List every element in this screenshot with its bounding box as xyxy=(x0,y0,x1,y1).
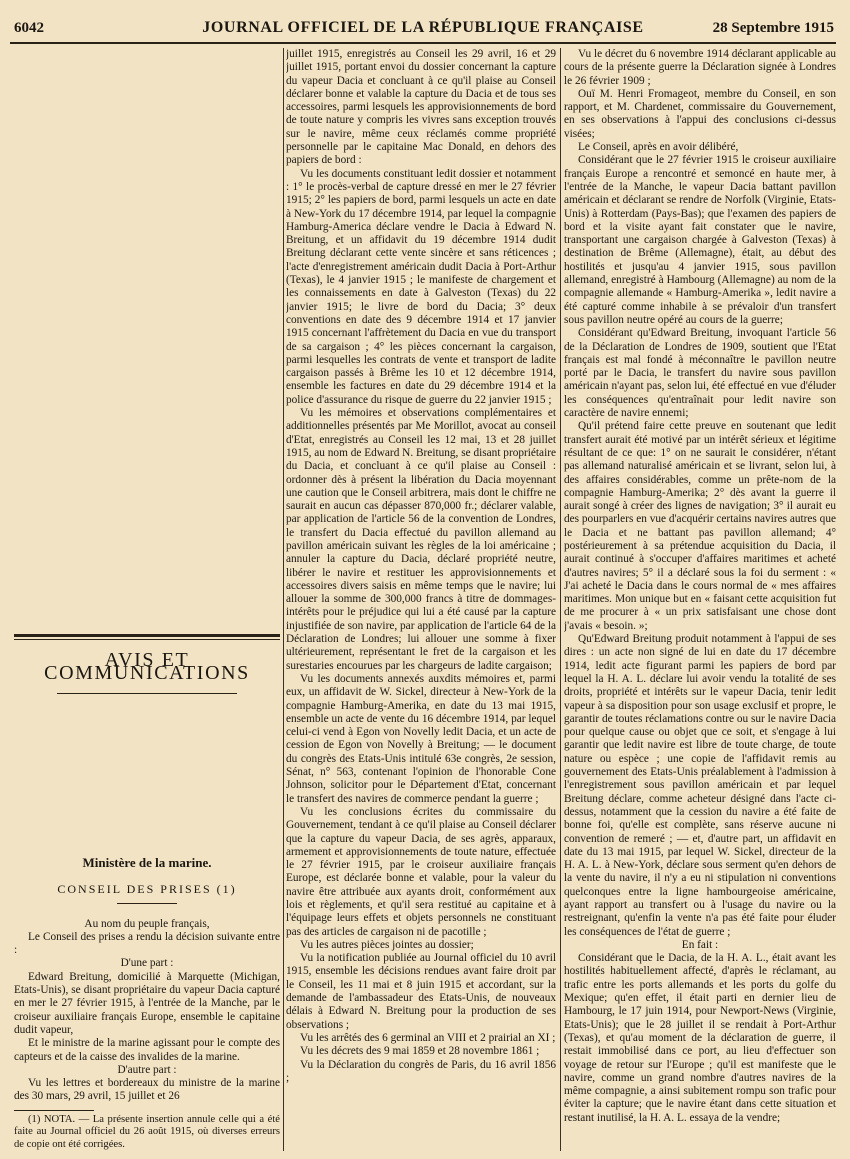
column-2 xyxy=(286,48,556,1153)
paragraph: Edward Breitung, domicilié à Marquette (Michigan, Etats-Unis), se disant propriétaire du vapeur Dacia capturé en mer le 27 février 1915, à l'entrée de la Manche, par le croiseur auxiliaire français Europe, ensemble le capitaine dudit vapeur, xyxy=(14,970,280,1036)
column-3 xyxy=(564,48,836,1153)
paragraph: Ouï M. Henri Fromageot, membre du Conseil, en son rapport, et M. Chardenet, commissaire du Gouvernement, en ses observations à l'appui des conclusions ci-dessus visées; xyxy=(564,87,836,140)
paragraph: Le Conseil, après en avoir délibéré, xyxy=(578,141,739,154)
paragraph: Qu'il prétend faire cette preuve en soutenant que ledit transfert aurait été motivé par un intérêt sérieux et légitime résultant de ce que: 1° on ne saurait le considérer, n'étant pas allemand naturalisé américain et se livrant, selon lui, à des affaires considérables, comme un prête-nom de la compagnie Hamburg-Amerika; 2° dès avant la guerre il aurait songé à créer des lignes de navigation; 3° il aurait eu des pourparlers en vue d'acquérir certains navires autres que le Dacia et ne battant pas pavillon allemand; 4° postérieurement à sa prétendue acquisition du Dacia, il aurait continué à s'occuper d'affaires maritimes et acheté d'autres navires; 5° il a déclaré sous la foi du serment : « J'ai acheté le Dacia dans le cours normal de « mes affaires maritimes. Mon unique but en « faisant cette acquisition fut de me procurer à « un prix satisfaisant une chose dont j'avais « besoin. »; xyxy=(564,420,836,632)
paragraph: Le Conseil des prises a rendu la décision suivante entre : xyxy=(14,930,280,957)
paragraph: Vu les mémoires et observations complémentaires et additionnelles présentés par Me Morillot, avocat au conseil d'Etat, enregistrés au Conseil les 12 mai, 13 et 28 juillet 1915, au nom de Edward N. Breitung, se disant propriétaire du Dacia, et concluant à ce qu'il plaise au Conseil : ordonner dès à présent la libération du Dacia moyennant une caution que le Conseil arbitrera, mais dont le chiffre ne saurait en aucun cas dépasser 870,000 fr.; déclarer valable, par application de l'article 56 de la convention de Londres, le transfert du Dacia effectué du pavillon allemand au pavillon américain suivant les règles de la loi américaine ; annuler la capture du Dacia, déclaré propriété neutre, libérer le navire et restituer les approvisionnements et accessoires divers saisis en même temps que le navire; lui allouer la somme de 300,000 francs à titre de dommages-intérêts pour le préjudice qui lui a été causé par la capture injustifiée de son navire, par application de l'article 64 de la Déclaration de Londres; lui allouer une somme à fixer ultérieurement, représentant le fret de la cargaison et les surestaries encourues par les chargeurs de ladite cargaison; xyxy=(286,407,556,672)
paragraph: Et le ministre de la marine agissant pour le compte des capteurs et de la caisse des invalides de la marine. xyxy=(14,1037,280,1063)
divider xyxy=(57,693,237,694)
issue-date: 28 Septembre 1915 xyxy=(712,20,834,36)
page-number: 6042 xyxy=(14,20,44,36)
paragraph: juillet 1915, enregistrés au Conseil les 29 avril, 16 et 29 juillet 1915, portant envoi du dossier concernant la capture du vapeur Dacia et concluant à ce qu'il plaise au Conseil déclarer bonne et valable la capture du Dacia et de tous ses accessoires, parmi lesquels les approvisionnements de bord de toute nature y compris les vivres sans exception trouvés sur le navire, même ceux réclamés comme propriété personnelle par le capitaine Mac Donald, en dehors des papiers de bord : xyxy=(286,48,556,167)
divider xyxy=(14,1110,94,1111)
journal-title: JOURNAL OFFICIEL DE LA RÉPUBLIQUE FRANÇAISE xyxy=(202,19,644,36)
divider xyxy=(14,639,280,640)
paragraph: Vu les autres pièces jointes au dossier; xyxy=(300,938,474,951)
paragraph: Au nom du peuple français, xyxy=(84,917,210,930)
paragraph: Vu les lettres et bordereaux du ministre de la marine des 30 mars, 29 avril, 15 juillet et 26 xyxy=(14,1077,280,1103)
paragraph: Vu les documents constituant ledit dossier et notamment : 1° le procès-verbal de capture dressé en mer le 27 février 1915; 2° les papiers de bord, parmi lesquels un acte en date à New-York du 17 décembre 1914, par lequel la compagnie Hamburg-America déclare vendre le Dacia à Edward N. Breitung, et un affidavit du 19 décembre 1914 dudit Breitung déclarant cette vente sincère et sans réticences ; l'acte d'enregistrement américain dudit Dacia à Port-Arthur (Texas), le 4 janvier 1915 ; le manifeste de chargement et les connaissements en date à Galveston (Texas) du 22 janvier 1915; le livre de bord du Dacia; 3° deux conventions en date des 9 décembre 1914 et 17 janvier 1915 concernant l'affrètement du Dacia en vue du transport de sa cargaison ; 4° les pièces concernant la cargaison, parmi lesquelles les contrats de vente et transport de ladite cargaison passés à Brême les 10 et 12 décembre 1914, ensemble les factures en date du 29 décembre 1914 et la police d'assurance du risque de guerre du 22 janvier 1915 ; xyxy=(286,167,556,406)
paragraph: Considérant que le 27 février 1915 le croiseur auxiliaire français Europe a rencontré et semoncé en haute mer, à l'entrée de la Manche, le vapeur Dacia battant pavillon américain et déclarant se rendre de Norfolk (Virginie, Etats-Unis) à Rotterdam (Pays-Bas); que l'examen des papiers de bord et la visite ayant fait constater que le navire, transportant une cargaison chargée à Galveston (Texas) à destination de Brême (Allemagne), était, au début des hostilités et jusqu'au 4 janvier 1915, sous pavillon allemand, enregistré à Hambourg (Allemagne) au nom de la compagnie allemande « Hamburg-Amerika », ledit navire a été capturé comme inhabile à se prévaloir d'un transfert sous pavillon neutre opéré au cours de la guerre; xyxy=(564,154,836,326)
council-decision-start xyxy=(14,856,280,1152)
column-1 xyxy=(14,48,280,1153)
footnote: (1) NOTA. — La présente insertion annule celle qui a été faite au Journal officiel du 26 août 1915, où diverses erreurs de copie ont été corrigées. xyxy=(14,1113,280,1150)
paragraph: Vu les documents annexés auxdits mémoires et, parmi eux, un affidavit de W. Sickel, directeur à New-York de la compagnie Hamburg-Amerika, en date du 13 mai 1915, ensemble un acte de vente du 16 décembre 1914, par lequel celui-ci vend à Egon von Novelly ledit Dacia, et un acte de cession de Egon von Novelly à Breitung; — le document du congrès des Etats-Unis intitulé 63e congrès, 2e session, Sénat, n° 563, contenant l'opinion de l'honorable Cone Johnson, solicitor pour le Département d'Etat, concernant le transfert des navires de commerce pendant la guerre ; xyxy=(286,672,556,805)
page-header xyxy=(10,16,836,44)
section-title: AVIS ET COMMUNICATIONS xyxy=(44,649,250,685)
paragraph: Vu le décret du 6 novembre 1914 déclarant applicable au cours de la présente guerre la Déclaration signée à Londres le 26 février 1909 ; xyxy=(564,48,836,87)
column-divider xyxy=(283,48,284,1151)
column-divider xyxy=(560,48,561,1151)
paragraph: Vu les décrets des 9 mai 1859 et 28 novembre 1861 ; xyxy=(300,1045,540,1058)
paragraph: Considérant qu'Edward Breitung, invoquant l'article 56 de la Déclaration de Londres de 1909, soutient que l'Etat français est mal fondé à méconnaître le pavillon neutre porté par le Dacia, le transfert du navire sous pavillon américain n'ayant pas, selon lui, été effectué en vue d'éluder les conséquences qu'entraînait pour ledit navire son caractère de navire ennemi; xyxy=(564,327,836,420)
ministry-heading: Ministère de la marine. xyxy=(82,855,212,870)
paragraph: D'une part : xyxy=(120,957,174,970)
paragraph: En fait : xyxy=(681,938,719,951)
section-heading-block xyxy=(14,634,280,694)
paragraph: Vu la Déclaration du congrès de Paris, du 16 avril 1856 ; xyxy=(286,1058,556,1084)
paragraph: Vu les arrêtés des 6 germinal an VIII et 2 prairial an XI ; xyxy=(300,1031,556,1044)
paragraph: Vu la notification publiée au Journal officiel du 10 avril 1915, ensemble les décisions rendues avant faire droit par le Conseil, les 11 mai et 8 juin 1915 et accordant, sur la demande de l'ambassadeur des Etats-Unis, de nouveaux délais à Edward N. Breitung pour la production de ses observations ; xyxy=(286,952,556,1031)
paragraph: Vu les conclusions écrites du commissaire du Gouvernement, tendant à ce qu'il plaise au Conseil déclarer que la capture du vapeur Dacia, de ses agrès, apparaux, armement et approvisionnements de toute nature, effectuée le 27 février 1915, par le croiseur auxiliaire français Europe, est déclarée bonne et valable, pour la valeur du navire être attribuée aux ayants droit, conformément aux lois et règlements, et qu'il sera restitué au capitaine et à l'équipage leurs effets et objets personnels ne constituant pas des articles de cargaison ni de pacotille ; xyxy=(286,805,556,938)
divider xyxy=(117,903,177,904)
paragraph: D'autre part : xyxy=(117,1063,177,1076)
divider xyxy=(14,634,280,637)
paragraph: Considérant que le Dacia, de la H. A. L., était avant les hostilités habituellement affecté, d'après le réclamant, au trafic entre les ports allemands et les ports du golfe du Mexique; qu'en effet, il était parti en dernier lieu de Hambourg, le 17 juin 1914, pour Newport-News (Virginie, Etats-Unis); que le 28 juillet il se rendait à Port-Arthur (Texas), et qu'au moment de la déclaration de guerre, il restait immobilisé dans ce port, au lieu d'effectuer son voyage de retour sur l'Europe ; qu'il est manifeste que le navire, comme un grand nombre d'autres navires de la même compagnie, a ainsi subitement rompu son trafic pour éviter la capture; que le navire étant dans cette situation et restant inutilisé, la H. A. L. essaya de la vendre; xyxy=(564,952,836,1124)
paragraph: Qu'Edward Breitung produit notamment à l'appui de ses dires : un acte non signé de lui en date du 17 décembre 1914, ledit acte figurant parmi les papiers de bord par lequel la H. A. L. déclare lui avoir vendu la totalité de ses droits, propriété et intérêts sur le vapeur Dacia, tenir ledit vapeur à sa disposition pour son usage exclusif et propre, le garantir de toutes réclamations contre ou sur le navire Dacia pour quelque cause ou objet que ce soit, et s'engage à lui garantir que ledit navire est libre de toute charge, de toute nature ou espèce ; une copie de l'affidavit remis au gouvernement des Etats-Unis préalablement à l'admission à l'enregistrement sous pavillon américain et par lequel Breitung déclare, comme acheteur désigné dans l'acte ci-dessus, notamment que la cession du navire a été faite de bonne foi, qu'elle est complète, sans réserve aucune ni convention de remeré ; — et, d'autre part, un affidavit en date du 13 mai 1915, par lequel W. Sickel, directeur de la H. A. L. à New-York, déclare sous serment qu'en dehors de la vente du navire, il n'y a eu ni stipulation ni conventions quelconques entre la ligne hambourgeoise américaine, ayant rapport au transfert ou à l'usage du navire ou la restreignant, qu'enfin la vente n'a pas été faite pour éluder les conséquences de l'état de guerre ; xyxy=(564,633,836,938)
council-heading: CONSEIL DES PRISES (1) xyxy=(57,882,237,897)
